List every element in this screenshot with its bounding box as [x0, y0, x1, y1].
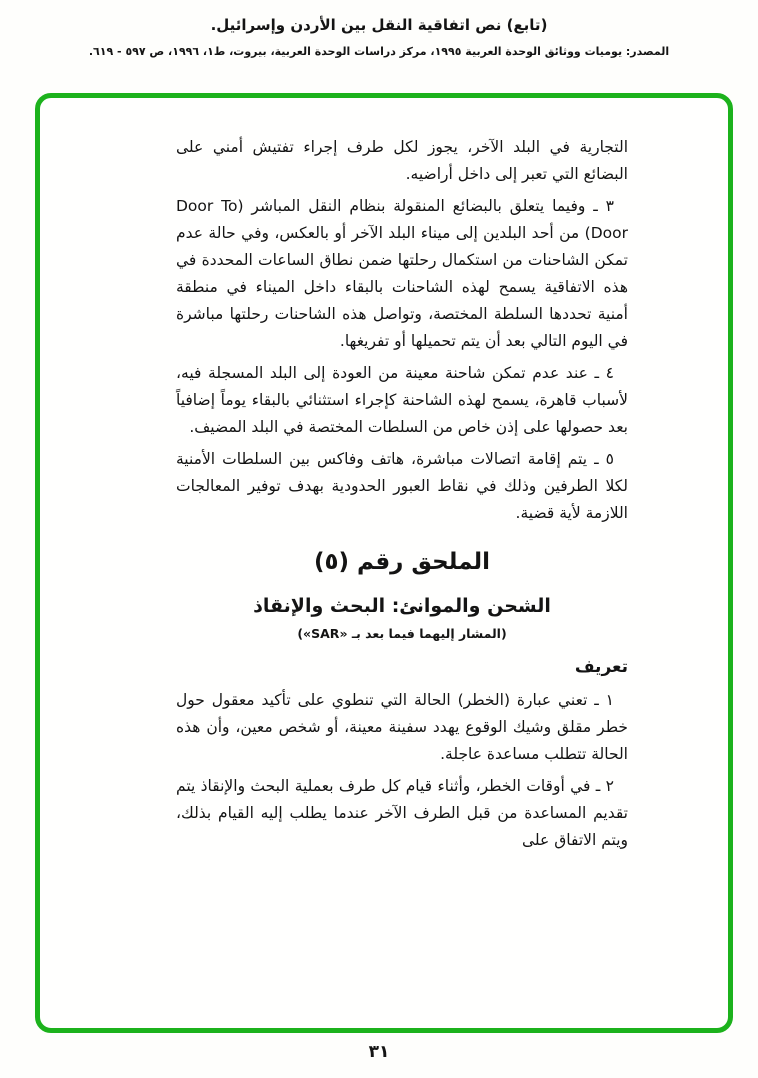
header-title: (تابع) نص اتفاقية النقل بين الأردن وإسرائيل.: [210, 16, 548, 34]
document-body: [176, 134, 628, 859]
header-source: المصدر: يوميات ووثائق الوحدة العربية ١٩٩٥، مركز دراسات الوحدة العربية، بيروت، ط١، ١٩٩٦، ص ٥٩٧ - ٦١٩.: [88, 45, 670, 58]
page-number: ٣١: [368, 1042, 390, 1062]
body-paragraph-item-3: ٣ ـ وفيما يتعلق بالبضائع المنقولة بنظام النقل المباشر (Door To Door) من أحد البلدين إلى ميناء البلد الآخر أو بالعكس، وفي حالة عدم تمكن الشاحنات من استكمال رحلتها ضمن نطاق الساعات المحددة في هذه الاتفاقية يسمح لهذه الشاحنات بالبقاء داخل الميناء في منطقة أمنية تحددها السلطة المختصة، وتواصل هذه الشاحنات رحلتها مباشرة في اليوم التالي بعد أن يتم تحميلها أو تفريغها.: [176, 197, 628, 350]
page-header: [0, 0, 758, 58]
annex-heading: الملحق رقم (٥): [313, 549, 491, 575]
body-paragraph-continuation: التجارية في البلد الآخر، يجوز لكل طرف إجراء تفتيش أمني على البضائع التي تعبر إلى داخل أراضيه.: [176, 138, 628, 183]
body-paragraph-item-4: ٤ ـ عند عدم تمكن شاحنة معينة من العودة إلى البلد المسجلة فيه، لأسباب قاهرة، يسمح لهذه الشاحنة كإجراء استثنائي بالبقاء يوماً إضافياً بعد حصولها على إذن خاص من السلطات المختصة في البلد المضيف.: [176, 364, 628, 436]
definition-paragraph-1: ١ ـ تعني عبارة (الخطر) الحالة التي تنطوي على تأكيد معقول حول خطر مقلق وشيك الوقوع يهدد سفينة معينة، أو شخص معين، وأن هذه الحالة تتطلب مساعدة عاجلة.: [176, 691, 628, 763]
section-subtitle: (المشار إليهما فيما بعد بـ «SAR»): [297, 626, 507, 641]
definition-paragraph-2: ٢ ـ في أوقات الخطر، وأثناء قيام كل طرف بعملية البحث والإنقاذ يتم تقديم المساعدة من قبل الطرف الآخر عندما يطلب إليه القيام بذلك، ويتم الاتفاق على: [176, 777, 628, 849]
section-title: الشحن والموانئ: البحث والإنقاذ: [253, 595, 551, 617]
body-paragraph-item-5: ٥ ـ يتم إقامة اتصالات مباشرة، هاتف وفاكس بين السلطات الأمنية لكلا الطرفين وذلك في نقاط العبور الحدودية بهدف توفير المعالجات اللازمة لأية قضية.: [176, 450, 628, 522]
green-border-frame: [35, 93, 733, 1033]
definition-heading: تعريف: [574, 657, 628, 677]
